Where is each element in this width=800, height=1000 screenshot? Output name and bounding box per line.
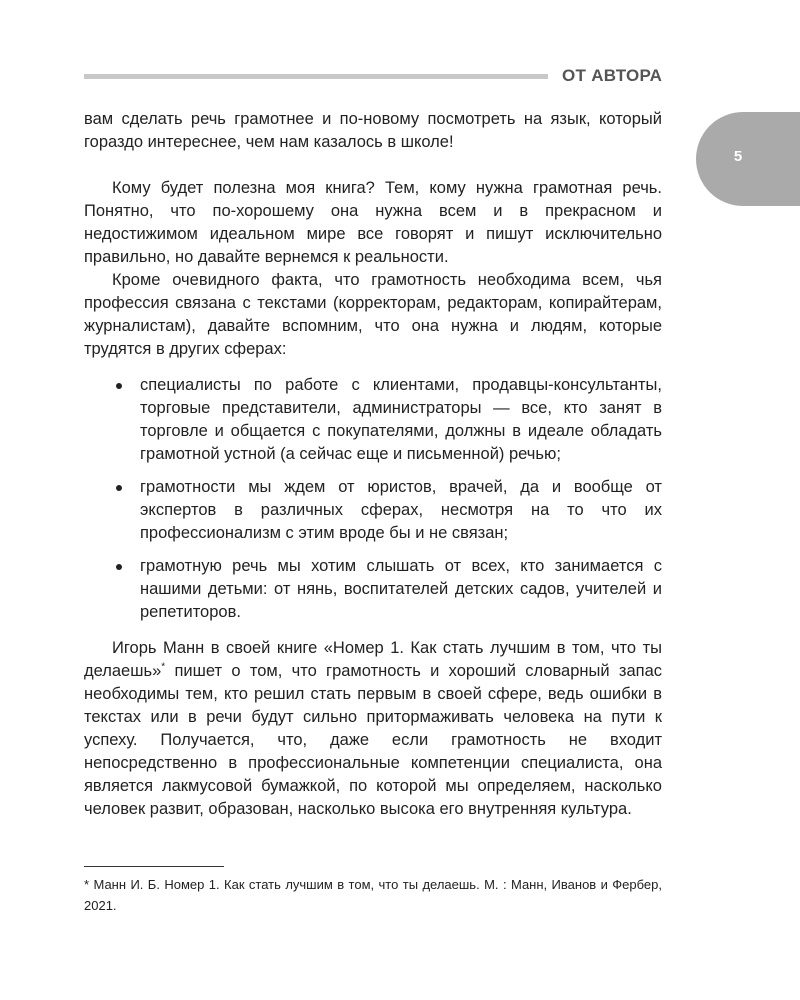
footnote: * Манн И. Б. Номер 1. Как стать лучшим в том, что ты делаешь. М. : Манн, Иванов и Фербер, 2021. — [84, 877, 662, 913]
header-rule — [84, 74, 548, 79]
list-item — [84, 374, 662, 466]
paragraph-mann-start: Игорь Манн в своей книге «Номер 1. Как стать лучшим в том, что ты делаешь» — [84, 639, 662, 680]
section-title: ОТ АВТОРА — [562, 66, 663, 85]
list-item — [84, 555, 662, 624]
list-item-text: грамотную речь мы хотим слышать от всех, кто занимается с нашими детьми: от нянь, воспитателей детских садов, учителей и репетиторов. — [140, 557, 662, 621]
paragraph-mann — [84, 637, 662, 821]
paragraph-mann-end: пишет о том, что грамотность и хороший словарный запас необходимы тем, кто решил стать первым в своей сфере, ведь ошибки в текстах или в речи будут сильно притормаживать человека на пути к успеху. Получается, что, даже если грамотность не входит непосредственно в профессиональные компетенции специалиста, она является лакмусовой бумажкой, по которой мы определяем, насколько человек развит, образован, насколько высока его внутренняя культура. — [84, 662, 662, 818]
footnote-marker: * — [161, 661, 166, 673]
list-item — [84, 476, 662, 545]
list-item-text: грамотности мы ждем от юристов, врачей, да и вообще от экспертов в различных сферах, несмотря на то что их профессионализм с этим вроде бы и не связан; — [140, 478, 662, 542]
bullet-list — [84, 374, 662, 624]
bullet-icon — [116, 485, 122, 491]
footnote-rule — [84, 866, 224, 867]
bullet-icon — [116, 383, 122, 389]
bullet-icon — [116, 564, 122, 570]
page-body — [84, 108, 662, 821]
list-item-text: специалисты по работе с клиентами, продавцы-консультанты, торговые представители, администраторы — все, кто занят в торговле и общается с покупателями, должны в идеале обладать грамотной устной (а сейчас еще и письменной) речью; — [140, 376, 662, 463]
paragraph-continuation: вам сделать речь грамотнее и по-новому посмотреть на язык, который гораздо интереснее, чем нам казалось в школе! — [84, 110, 662, 151]
page-number: 5 — [733, 148, 743, 165]
paragraph-audience: Кому будет полезна моя книга? Тем, кому нужна грамотная речь. Понятно, что по-хорошему она нужна всем и в прекрасном и недостижимом идеальном мире все говорят и пишут исключительно правильно, но давайте вернемся к реальности. — [84, 179, 662, 266]
paragraph-professions: Кроме очевидного факта, что грамотность необходима всем, чья профессия связана с текстами (корректорам, редакторам, копирайтерам, журналистам), давайте вспомним, что она нужна и людям, которые трудятся в других сферах: — [84, 271, 662, 358]
